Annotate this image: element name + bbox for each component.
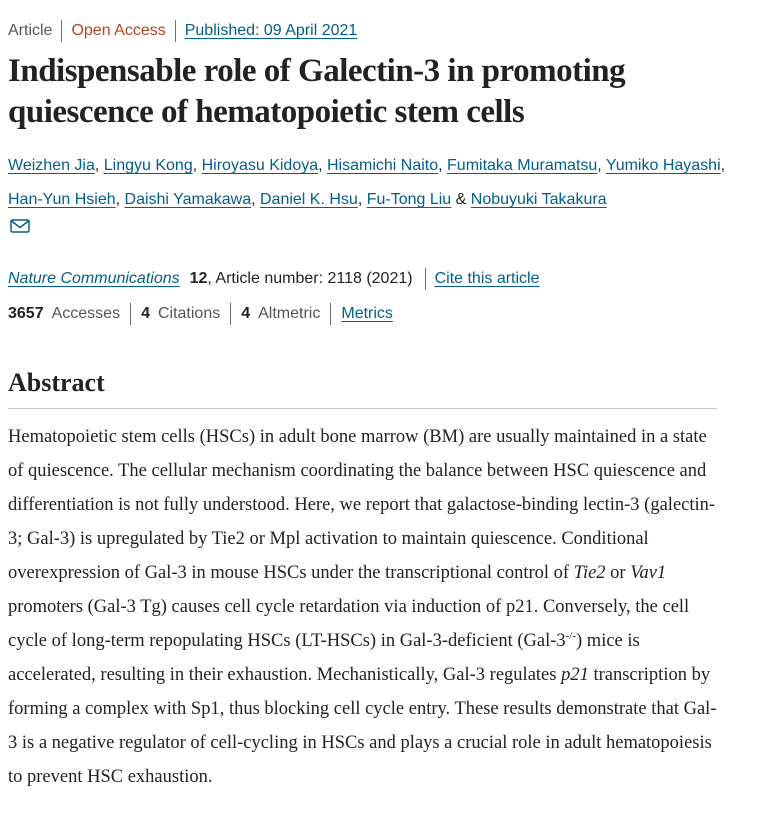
genotype-superscript: -/- [565, 630, 577, 642]
gene-name: Vav1 [630, 563, 667, 583]
author-link[interactable]: Daishi Yamakawa [124, 191, 252, 208]
author-link[interactable]: Yumiko Hayashi [605, 157, 721, 174]
citations-label: Citations [157, 305, 221, 322]
author-link[interactable]: Hisamichi Naito [327, 157, 439, 174]
abstract-segment: promoters (Gal-3 Tg) causes cell cycle retardation via induction of p21. Conversely, the cell cycle of long-term repopulating HSCs (LT-HSCs) in Gal-3-deficient (Gal-3 [8, 597, 690, 651]
metrics-divider [230, 303, 231, 325]
author-conjunction: & [455, 191, 467, 208]
citation-row [8, 267, 540, 291]
abstract-text [8, 420, 720, 794]
altmetric-label: Altmetric [258, 305, 321, 322]
metrics-row [8, 302, 393, 326]
abstract-segment: Hematopoietic stem cells (HSCs) in adult bone marrow (BM) are usually maintained in a state of quiescence. The cellular mechanism coordinating the balance between HSC quiescence and differentiation is not fully understood. Here, we report that galactose-binding lectin-3 (galectin-3; Gal-3) is upregulated by Tie2 or Mpl activation to maintain quiescence. Conditional overexpression of Gal-3 in mouse HSCs under the transcriptional control of [8, 427, 716, 583]
author-link[interactable]: Hiroyasu Kidoya [201, 157, 319, 174]
accesses-count: 3657 [8, 305, 44, 322]
article-meta [8, 19, 357, 43]
meta-divider [61, 20, 62, 42]
citation-divider [425, 268, 426, 290]
author-link[interactable]: Fu-Tong Liu [366, 191, 452, 208]
article-type: Article [8, 22, 53, 39]
author-link[interactable]: Nobuyuki Takakura [470, 191, 607, 208]
citations-count: 4 [141, 305, 150, 322]
published-date-link[interactable]: Published: 09 April 2021 [184, 22, 358, 39]
journal-volume: 12 [189, 270, 208, 287]
gene-name: p21 [561, 665, 589, 685]
metrics-divider [330, 303, 331, 325]
author-link[interactable]: Daniel K. Hsu [259, 191, 358, 208]
altmetric-count: 4 [241, 305, 251, 322]
author-list: Weizhen Jia, Lingyu Kong, Hiroyasu Kidoya, Hisamichi Naito, Fumitaka Muramatsu, Yumiko Hayashi, Han-Yun Hsieh, Daishi Yamakawa, Daniel K. Hsu, Fu-Tong Liu & Nobuyuki Takakura [8, 157, 726, 208]
abstract-segment: ) mice is accelerated, resulting in their exhaustion. Mechanistically, Gal-3 regulates [8, 631, 640, 685]
author-link[interactable]: Fumitaka Muramatsu [447, 157, 598, 174]
author-link[interactable]: Weizhen Jia [8, 157, 95, 174]
author-link[interactable]: Lingyu Kong [103, 157, 193, 174]
open-access-label: Open Access [71, 22, 166, 39]
metrics-divider [130, 303, 131, 325]
abstract-segment: or [605, 563, 631, 583]
gene-name: Tie2 [573, 563, 606, 583]
accesses-label: Accesses [51, 305, 121, 322]
abstract-segment: transcription by forming a complex with Sp1, thus blocking cell cycle entry. These results demonstrate that Gal-3 is a negative regulator of cell-cycling in HSCs and plays a crucial role in adult hematopoiesis to prevent HSC exhaustion. [8, 665, 717, 787]
journal-link[interactable]: Nature Communications [8, 270, 180, 287]
metrics-link[interactable]: Metrics [341, 305, 393, 322]
mail-icon[interactable] [10, 219, 30, 233]
author-link[interactable]: Han-Yun Hsieh [8, 191, 116, 208]
meta-divider [175, 20, 176, 42]
cite-this-article-link[interactable]: Cite this article [434, 270, 540, 287]
abstract-heading: Abstract [8, 368, 105, 397]
section-divider [8, 408, 717, 409]
article-title: Indispensable role of Galectin-3 in promoting quiescence of hematopoietic stem cells [8, 53, 626, 130]
article-number: , Article number: 2118 (2021) [207, 270, 413, 287]
